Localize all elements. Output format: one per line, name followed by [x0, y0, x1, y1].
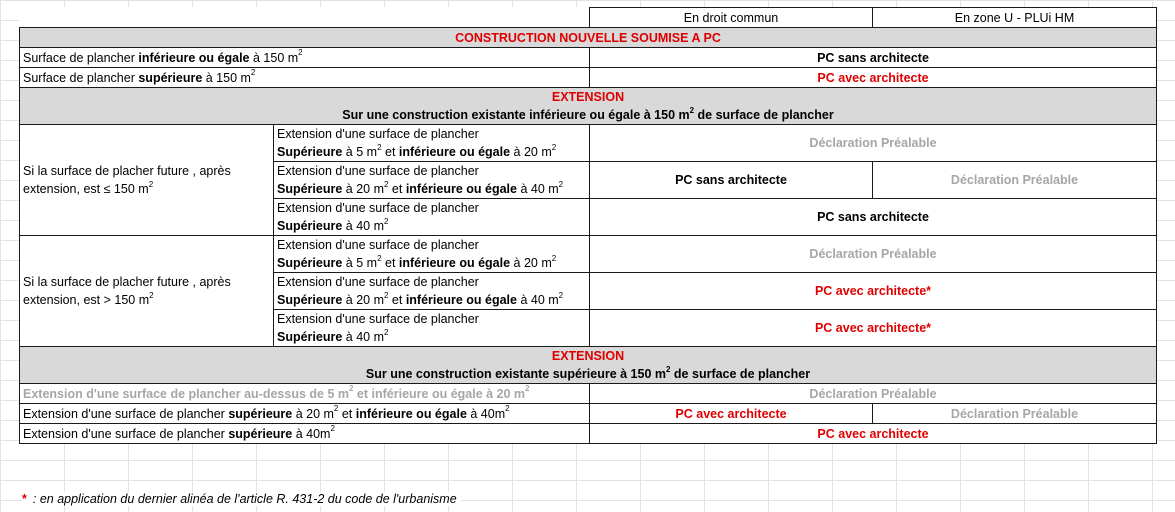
table-row: [20, 424, 1157, 444]
section-ext1-title[interactable]: EXTENSION Sur une construction existante inférieure ou égale à 150 $m^2$ de surface de plancher: [20, 88, 1157, 125]
row-label[interactable]: Surface de plancher supérieure à 150 $m^2$: [20, 68, 590, 88]
row-label[interactable]: Extension d'une surface de plancher Supérieure à 5 $m^2$ et inférieure ou égale à 20 $m^2$: [274, 236, 590, 273]
group2-label[interactable]: Si la surface de placher future , après extension, est > 150 $m^2$: [20, 236, 274, 347]
regulation-table: [19, 7, 1157, 444]
row-value[interactable]: PC avec architecte*: [590, 310, 1157, 347]
section-ext2-title-row: [20, 347, 1157, 384]
group1-label[interactable]: Si la surface de placher future , après extension, est ≤ 150 $m^2$: [20, 125, 274, 236]
row-value[interactable]: PC avec architecte: [590, 68, 1157, 88]
row-value-zone[interactable]: Déclaration Préalable: [873, 162, 1157, 199]
header-row: [20, 8, 1157, 28]
row-label[interactable]: Extension d'une surface de plancher Supérieure à 20 $m^2$ et inférieure ou égale à 40 $m^2$: [274, 273, 590, 310]
empty-cell: [20, 8, 274, 28]
row-label[interactable]: Extension d'une surface de plancher supérieure à $40m^2$: [20, 424, 590, 444]
section-ext1-title-row: [20, 88, 1157, 125]
footnote-text: : en application du dernier alinéa de l'article R. 431-2 du code de l'urbanisme: [32, 492, 457, 506]
row-label[interactable]: Surface de plancher inférieure ou égale à 150 $m^2$: [20, 48, 590, 68]
row-value[interactable]: Déclaration Préalable: [590, 125, 1157, 162]
table-row: [20, 236, 1157, 273]
table-row: [20, 48, 1157, 68]
section-new-title-row: [20, 28, 1157, 48]
table-row: [20, 404, 1157, 424]
section-new-title[interactable]: CONSTRUCTION NOUVELLE SOUMISE A PC: [20, 28, 1157, 48]
row-value[interactable]: PC sans architecte: [590, 48, 1157, 68]
table-row: [20, 125, 1157, 162]
row-value[interactable]: PC avec architecte: [590, 424, 1157, 444]
row-value[interactable]: Déclaration Préalable: [590, 236, 1157, 273]
row-label[interactable]: Extension d'une surface de plancher Supérieure à 20 $m^2$ et inférieure ou égale à 40 $m^2$: [274, 162, 590, 199]
row-value[interactable]: PC avec architecte*: [590, 273, 1157, 310]
row-value[interactable]: Déclaration Préalable: [590, 384, 1157, 404]
table-row: [20, 68, 1157, 88]
row-label[interactable]: Extension d'une surface de plancher Supérieure à 5 $m^2$ et inférieure ou égale à 20 $m^2$: [274, 125, 590, 162]
footnote-star: *: [22, 492, 27, 506]
table-row: [20, 384, 1157, 404]
row-value-droit[interactable]: PC avec architecte: [590, 404, 873, 424]
row-value-zone[interactable]: Déclaration Préalable: [873, 404, 1157, 424]
footnote: [22, 492, 461, 506]
row-label[interactable]: Extension d'une surface de plancher Supérieure à 40 $m^2$: [274, 310, 590, 347]
col-header-zone-u[interactable]: En zone U - PLUi HM: [873, 8, 1157, 28]
section-ext2-title[interactable]: EXTENSION Sur une construction existante supérieure à 150 $m^2$ de surface de plancher: [20, 347, 1157, 384]
row-label[interactable]: Extension d'une surface de plancher Supérieure à 40 $m^2$: [274, 199, 590, 236]
row-value-droit[interactable]: PC sans architecte: [590, 162, 873, 199]
row-value[interactable]: PC sans architecte: [590, 199, 1157, 236]
col-header-droit-commun[interactable]: En droit commun: [590, 8, 873, 28]
empty-cell: [274, 8, 590, 28]
row-label[interactable]: Extension d'une surface de plancher supérieure à 20 $m^2$ et inférieure ou égale à $40m^2$: [20, 404, 590, 424]
row-label[interactable]: Extension d'une surface de plancher au-dessus de 5 $m^2$ et inférieure ou égale à 20 $m^2$: [20, 384, 590, 404]
